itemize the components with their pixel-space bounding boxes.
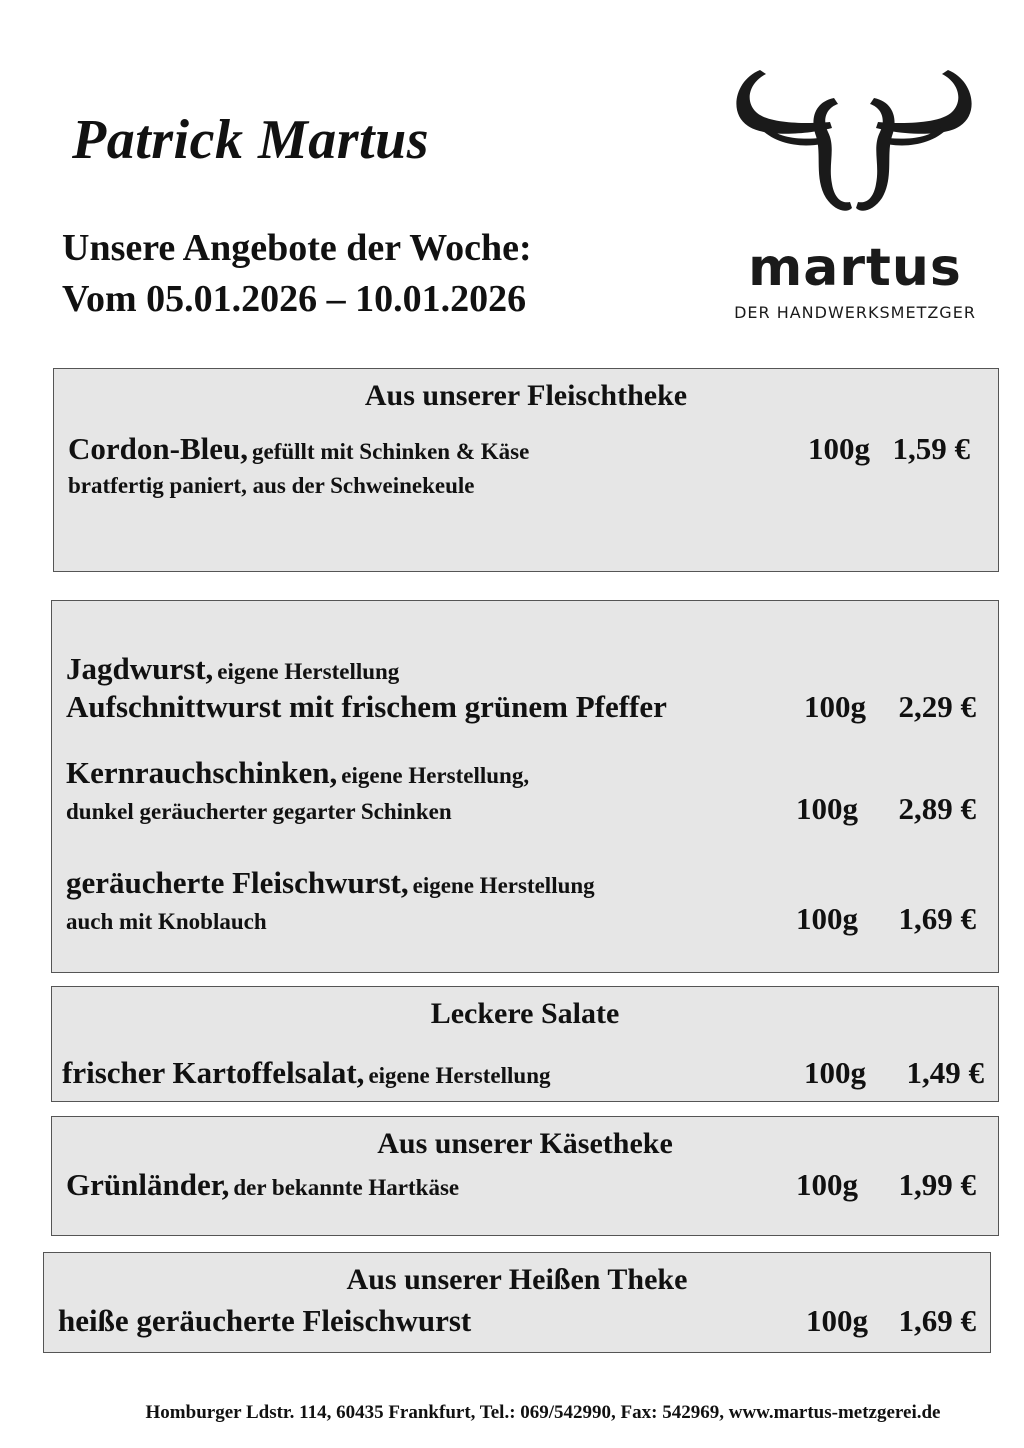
- item-detail: bratfertig paniert, aus der Schweinekeule: [68, 473, 475, 498]
- item-unit: 100g: [806, 1303, 868, 1338]
- item-title-line: [66, 865, 595, 901]
- item-price: 1,49 €: [906, 1055, 984, 1090]
- item-note: eigene Herstellung,: [341, 763, 530, 788]
- item-name: Cordon-Bleu,: [68, 431, 248, 466]
- item-name: frischer Kartoffelsalat,: [62, 1055, 365, 1090]
- offer-box-wurst: [51, 600, 999, 973]
- item-note: eigene Herstellung: [217, 659, 400, 684]
- item-name: Kernrauchschinken,: [66, 755, 338, 790]
- item-price: 2,29 €: [898, 689, 976, 724]
- item-title-line: [62, 1055, 550, 1091]
- item-price: 1,99 €: [898, 1167, 976, 1202]
- brand-logo: [730, 68, 980, 328]
- footer-contact: Homburger Ldstr. 114, 60435 Frankfurt, Tel.: 069/542990, Fax: 542969, www.martus-metzgerei.de: [145, 1402, 941, 1423]
- offer-date-range: Vom 05.01.2026 – 10.01.2026: [62, 278, 527, 320]
- item-unit: 100g: [796, 1167, 858, 1202]
- item-unit: 100g: [804, 1055, 866, 1090]
- item-detail: Aufschnittwurst mit frischem grünem Pfeffer: [66, 689, 667, 724]
- item-name: geräucherte Fleischwurst,: [66, 865, 409, 900]
- brand-name: martus: [748, 238, 962, 298]
- item-note: gefüllt mit Schinken & Käse: [252, 439, 530, 464]
- item-unit: 100g: [804, 689, 866, 724]
- item-price: 2,89 €: [898, 791, 976, 826]
- item-unit: 100g: [808, 431, 870, 466]
- item-note: eigene Herstellung: [368, 1063, 551, 1088]
- offer-box-heisse-theke: [43, 1252, 991, 1353]
- section-title: Aus unserer Käsetheke: [377, 1127, 673, 1160]
- owner-name: Patrick Martus: [72, 109, 430, 171]
- brand-tagline: DER HANDWERKSMETZGER: [734, 303, 976, 322]
- item-price: 1,59 €: [892, 431, 970, 466]
- item-note: der bekannte Hartkäse: [233, 1175, 460, 1200]
- item-title-line: [66, 1167, 459, 1203]
- item-detail: auch mit Knoblauch: [66, 909, 267, 934]
- bull-head-icon: [730, 68, 980, 228]
- item-note: eigene Herstellung: [412, 873, 595, 898]
- item-name: Grünländer,: [66, 1167, 230, 1202]
- item-name: Jagdwurst,: [66, 651, 214, 686]
- offer-box-salate: [51, 986, 999, 1102]
- offer-box-kaesetheke: [51, 1116, 999, 1236]
- offer-box-fleischtheke: [53, 368, 999, 572]
- item-detail: dunkel geräucherter gegarter Schinken: [66, 799, 452, 824]
- item-unit: 100g: [796, 791, 858, 826]
- item-unit: 100g: [796, 901, 858, 936]
- item-title-line: [66, 755, 529, 791]
- item-price: 1,69 €: [898, 901, 976, 936]
- item-price: 1,69 €: [898, 1303, 976, 1338]
- section-title: Aus unserer Heißen Theke: [346, 1263, 688, 1296]
- section-title: Leckere Salate: [430, 997, 620, 1030]
- item-title-line: [68, 431, 529, 467]
- offer-headline: Unsere Angebote der Woche:: [62, 227, 532, 269]
- item-title-line: [66, 651, 399, 687]
- item-title-line: heiße geräucherte Fleischwurst: [58, 1303, 472, 1338]
- section-title: Aus unserer Fleischtheke: [364, 379, 688, 412]
